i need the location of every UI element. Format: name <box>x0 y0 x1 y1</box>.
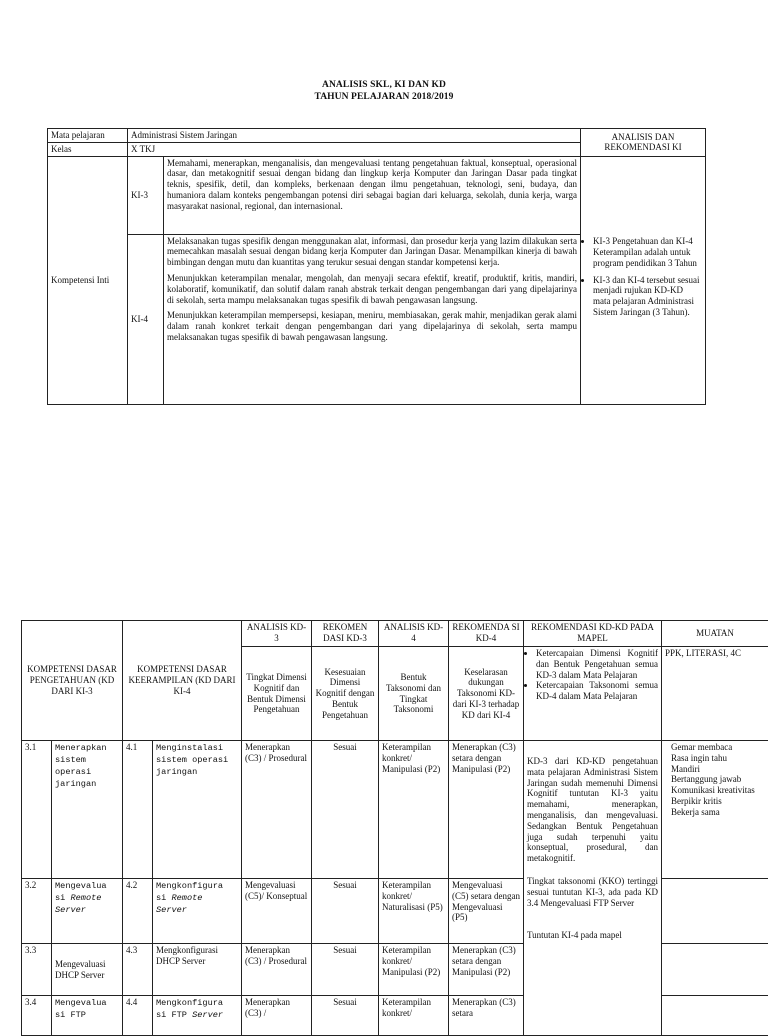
muatan-cell-empty <box>662 944 768 996</box>
muatan-cell <box>662 741 768 879</box>
analisis-kd4-cell: Keterampilan konkret/ Manipulasi (P2) <box>379 944 449 996</box>
muatan-item: • Bertanggung jawab <box>671 774 765 785</box>
rekomendasi-kd3-cell: Sesuai <box>312 944 379 996</box>
rekomendasi-kd4-cell: Menerapkan (C3) setara dengan Manipulasi (P2) <box>449 741 524 879</box>
kd4-text-part: Mengkonfigura si <box>156 881 223 903</box>
analisis-kd3-cell: Menerapkan (C3) / Prosedural <box>242 741 312 879</box>
mapel-label: Mata pelajaran <box>48 129 128 143</box>
ki4-paragraph: Menunjukkan keterampilan menalar, mengolah, dan menyaji secara efektif, kreatif, produktif, kritis, mandiri, kolaboratif, komunikatif, dan solutif dalam ranah abstrak terkait dengan pengembangan dari yang dipelajarinya di sekolah, serta mampu melaksanakan tugas spesifik di bawah pengawasan langsung. <box>167 273 577 305</box>
ki-recommendations <box>581 156 706 404</box>
analisis-kd3-cell: Menerapkan (C3) / <box>242 996 312 1036</box>
document-subtitle: TAHUN PELAJARAN 2018/2019 <box>0 92 768 102</box>
header-rekomendasi-kd3: REKOMEN DASI KD-3 <box>312 621 379 647</box>
kd4-text: Mengkonfigurasi DHCP Server <box>153 944 242 996</box>
muatan-item: • Berpikir kritis <box>671 796 765 807</box>
muatan-item: • Komunikasi kreativitas <box>671 785 765 796</box>
analisis-header: ANALISIS DAN REKOMENDASI KI <box>581 129 706 157</box>
kd3-text: Mengevaluasi DHCP Server <box>52 944 123 996</box>
muatan-cell-empty <box>662 996 768 1036</box>
kd4-text: Menginstalasi sistem operasi jaringan <box>153 741 242 879</box>
kd3-text-part: Mengevalua si <box>55 881 107 903</box>
kd4-number: 4.4 <box>123 996 153 1036</box>
rekomendasi-kd3-cell: Sesuai <box>312 741 379 879</box>
subheader-muatan: PPK, LITERASI, 4C <box>662 647 768 741</box>
kelas-label: Kelas <box>48 142 128 156</box>
rekomendasi-paragraph: KD-3 dari KD-KD pengetahuan mata pelajaran Administrasi Sistem Jaringan sudah memenuhi Dimensi Kognitif tuntutan KI-3 yaitu memahami, menerapkan, menganalisis, dan mengevaluasi. Sedangkan Bentuk Pengetahuan juga sudah terpenuhi yaitu konseptual, prosedural, dan metakognitif. <box>527 756 658 864</box>
analisis-kd3-cell: Mengevaluasi (C5)/ Konseptual <box>242 879 312 944</box>
kd4-number: 4.2 <box>123 879 153 944</box>
rekomendasi-kd3-cell: Sesuai <box>312 879 379 944</box>
kd4-text-italic: Server <box>192 1010 223 1020</box>
rekomendasi-paragraph: Tingkat taksonomi (KKO) tertinggi sesuai tuntutan KI-3, ada pada KD 3.4 Mengevaluasi FTP Server <box>527 876 658 908</box>
document-title: ANALISIS SKL, KI DAN KD <box>0 80 768 90</box>
header-rekomendasi-mapel: REKOMENDASI KD-KD PADA MAPEL <box>524 621 662 647</box>
kd3-number: 3.2 <box>22 879 52 944</box>
kd4-text <box>153 996 242 1036</box>
rekomendasi-kd4-cell: Mengevaluasi (C5) setara dengan Mengevaluasi (P5) <box>449 879 524 944</box>
kd-analysis-table <box>21 620 768 1036</box>
rekomendasi-paragraph: Tuntutan KI-4 pada mapel <box>527 930 658 941</box>
muatan-item: • Rasa ingin tahu <box>671 753 765 764</box>
header-analisis-kd3: ANALISIS KD-3 <box>242 621 312 647</box>
subheader-analisis-kd3: Tingkat Dimensi Kognitif dan Bentuk Dimensi Pengetahuan <box>242 647 312 741</box>
recommendation-item: • KI-3 dan KI-4 tersebut sesuai menjadi rujukan KD-KD mata pelajaran Administrasi Sistem Jaringan (3 Tahun). <box>593 275 702 318</box>
kompetensi-inti-label: Kompetensi Inti <box>48 156 128 404</box>
analisis-kd4-cell: Keterampilan konkret/ <box>379 996 449 1036</box>
muatan-item: • Gemar membaca <box>671 742 765 753</box>
header-kd-pengetahuan: KOMPETENSI DASAR PENGETAHUAN (KD DARI KI-3 <box>22 621 123 741</box>
kd3-number: 3.4 <box>22 996 52 1036</box>
recommendation-item: • KI-3 Pengetahuan dan KI-4 Keterampilan adalah untuk program pendidikan 3 Tahun <box>593 236 702 268</box>
header-muatan: MUATAN <box>662 621 768 647</box>
mapel-value: Administrasi Sistem Jaringan <box>128 129 581 143</box>
ki4-text <box>164 234 581 404</box>
kd4-text <box>153 879 242 944</box>
ki4-paragraph: Menunjukkan keterampilan mempersepsi, kesiapan, meniru, membiasakan, gerak mahir, menjadikan gerak alami dalam ranah konkret terkait dengan pengembangan dari yang dipelajarinya di sekolah, serta mampu melaksanakan tugas spesifik di bawah pengawasan langsung. <box>167 310 577 342</box>
ki4-paragraph: Melaksanakan tugas spesifik dengan menggunakan alat, informasi, dan prosedur kerja yang lazim dilakukan serta memecahkan masalah sesuai dengan bidang kerja Komputer dan Jaringan Dasar. Menampilkan kinerja di bawah bimbingan dengan mutu dan kuantitas yang terukur sesuai dengan standar kompetensi kerja. <box>167 236 577 268</box>
analisis-kd4-cell: Keterampilan konkret/ Manipulasi (P2) <box>379 741 449 879</box>
kd4-number: 4.3 <box>123 944 153 996</box>
rekomendasi-kd3-cell: Sesuai <box>312 996 379 1036</box>
kd3-text: Mengevalua si FTP <box>52 996 123 1036</box>
kd3-number: 3.1 <box>22 741 52 879</box>
analisis-kd4-cell: Keterampilan konkret/ Naturalisasi (P5) <box>379 879 449 944</box>
header-kd-keterampilan: KOMPETENSI DASAR KEERAMPILAN (KD DARI KI-4 <box>123 621 242 741</box>
ki-analysis-table <box>47 128 706 405</box>
header-rekomendasi-kd4: REKOMENDA SI KD-4 <box>449 621 524 647</box>
header-analisis-kd4: ANALISIS KD-4 <box>379 621 449 647</box>
kelas-value: X TKJ <box>128 142 581 156</box>
kd4-text-italic: Remote Server <box>156 893 202 915</box>
rekomendasi-kd4-cell: Menerapkan (C3) setara dengan Manipulasi (P2) <box>449 944 524 996</box>
muatan-cell-empty <box>662 879 768 944</box>
muatan-item: • Mandiri <box>671 764 765 775</box>
subheader-rekomendasi-mapel <box>524 647 662 741</box>
kd4-number: 4.1 <box>123 741 153 879</box>
kd4-text-part: Mengkonfigura si FTP <box>156 998 223 1020</box>
table-row <box>22 741 768 879</box>
muatan-item: • Bekerja sama <box>671 807 765 818</box>
ki3-label: KI-3 <box>128 156 164 234</box>
kd3-text-italic: Remote Server <box>55 893 101 915</box>
subheader-rekomendasi-kd4: Keselarasan dukungan Taksonomi KD-dari KI-3 terhadap KD dari KI-4 <box>449 647 524 741</box>
analisis-kd3-cell: Menerapkan (C3) / Prosedural <box>242 944 312 996</box>
criteria-item: • Ketercapaian Dimensi Kognitif dan Bentuk Pengetahuan semua KD-3 dalam Mata Pelajaran <box>536 648 658 680</box>
ki3-text: Memahami, menerapkan, menganalisis, dan mengevaluasi tentang pengetahuan faktual, konseptual, operasional dasar, dan metakognitif sesuai dengan bidang dan lingkup kerja Komputer dan Jaringan Dasar pada tingkat teknis, spesifik, detil, dan kompleks, berkenaan dengan ilmu pengetahuan, teknologi, seni, budaya, dan humaniora dalam konteks pengembangan potensi diri sebagai bagian dari keluarga, sekolah, dunia kerja, warga masyarakat nasional, regional, dan internasional. <box>164 156 581 234</box>
subheader-rekomendasi-kd3: Kesesuaian Dimensi Kognitif dengan Bentuk Pengetahuan <box>312 647 379 741</box>
rekomendasi-mapel-body <box>524 741 662 1036</box>
kd3-text <box>52 879 123 944</box>
kd3-text: Menerapkan sistem operasi jaringan <box>52 741 123 879</box>
subheader-analisis-kd4: Bentuk Taksonomi dan Tingkat Taksonomi <box>379 647 449 741</box>
criteria-item: • Ketercapaian Taksonomi semua KD-4 dalam Mata Pelajaran <box>536 680 658 702</box>
rekomendasi-kd4-cell: Menerapkan (C3) setara <box>449 996 524 1036</box>
ki4-label: KI-4 <box>128 234 164 404</box>
kd3-number: 3.3 <box>22 944 52 996</box>
